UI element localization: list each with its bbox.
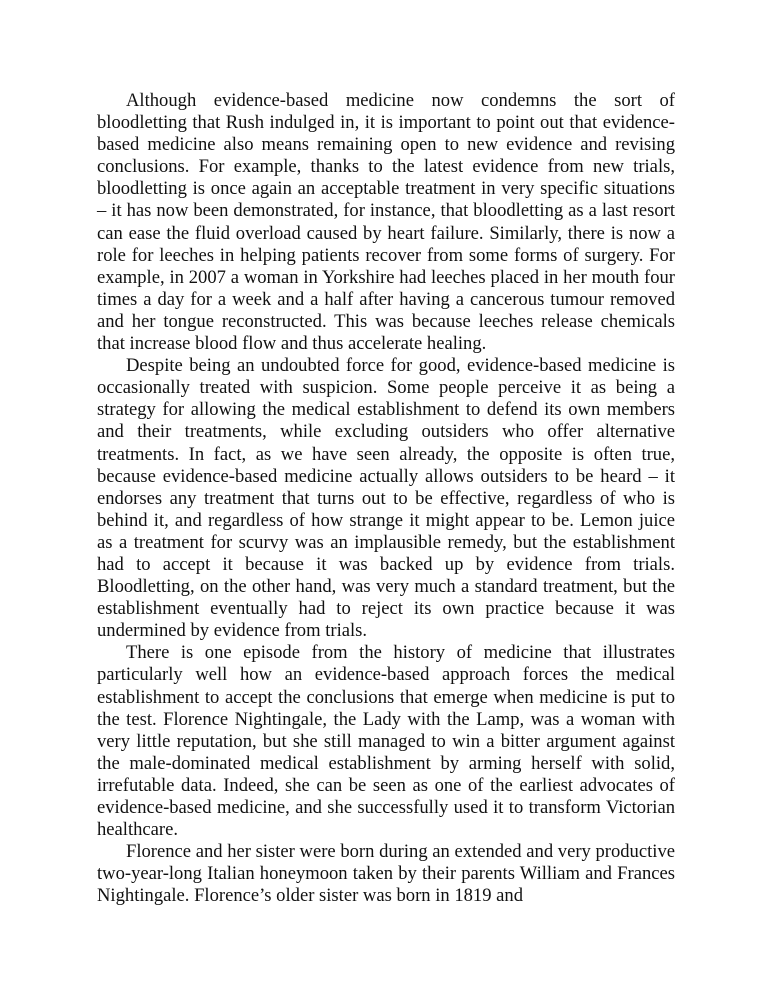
paragraph-nightingale-birth: Florence and her sister were born during an extended and very productive two-year-long Italian honeymoon taken by their parents William and Frances Nightingale. Florence’s older sister was born in 1819 and bbox=[97, 841, 675, 907]
paragraph-suspicion: Despite being an undoubted force for good, evidence-based medicine is occasionally treated with suspicion. Some people perceive it as being a strategy for allowing the medical establishment to defend its own members and their treatments, while excluding outsiders who offer alternative treatments. In fact, as we have seen already, the opposite is often true, because evidence-based medicine actually allows outsiders to be heard – it endorses any treatment that turns out to be effective, regardless of who is behind it, and regardless of how strange it might appear to be. Lemon juice as a treatment for scurvy was an implausible remedy, but the establishment had to accept it because it was backed up by evidence from trials. Bloodletting, on the other hand, was very much a standard treatment, but the establishment eventually had to reject its own practice because it was undermined by evidence from trials. bbox=[97, 355, 675, 642]
paragraph-nightingale-episode: There is one episode from the history of medicine that illustrates particularly well how an evidence-based approach forces the medical establishment to accept the conclusions that emerge when medicine is put to the test. Florence Nightingale, the Lady with the Lamp, was a woman with very little reputation, but she still managed to win a bitter argument against the male-dominated medical establishment by arming herself with solid, irrefutable data. Indeed, she can be seen as one of the earliest advocates of evidence-based medicine, and she successfully used it to transform Victorian healthcare. bbox=[97, 642, 675, 841]
paragraph-bloodletting-evidence: Although evidence-based medicine now condemns the sort of bloodletting that Rush indulged in, it is important to point out that evidence-based medicine also means remaining open to new evidence and revising conclusions. For example, thanks to the latest evidence from new trials, bloodletting is once again an acceptable treatment in very specific situations – it has now been demonstrated, for instance, that bloodletting as a last resort can ease the fluid overload caused by heart failure. Similarly, there is now a role for leeches in helping patients recover from some forms of surgery. For example, in 2007 a woman in Yorkshire had leeches placed in her mouth four times a day for a week and a half after having a cancerous tumour removed and her tongue reconstructed. This was because leeches release chemicals that increase blood flow and thus accelerate healing. bbox=[97, 90, 675, 355]
body-text bbox=[97, 90, 675, 907]
